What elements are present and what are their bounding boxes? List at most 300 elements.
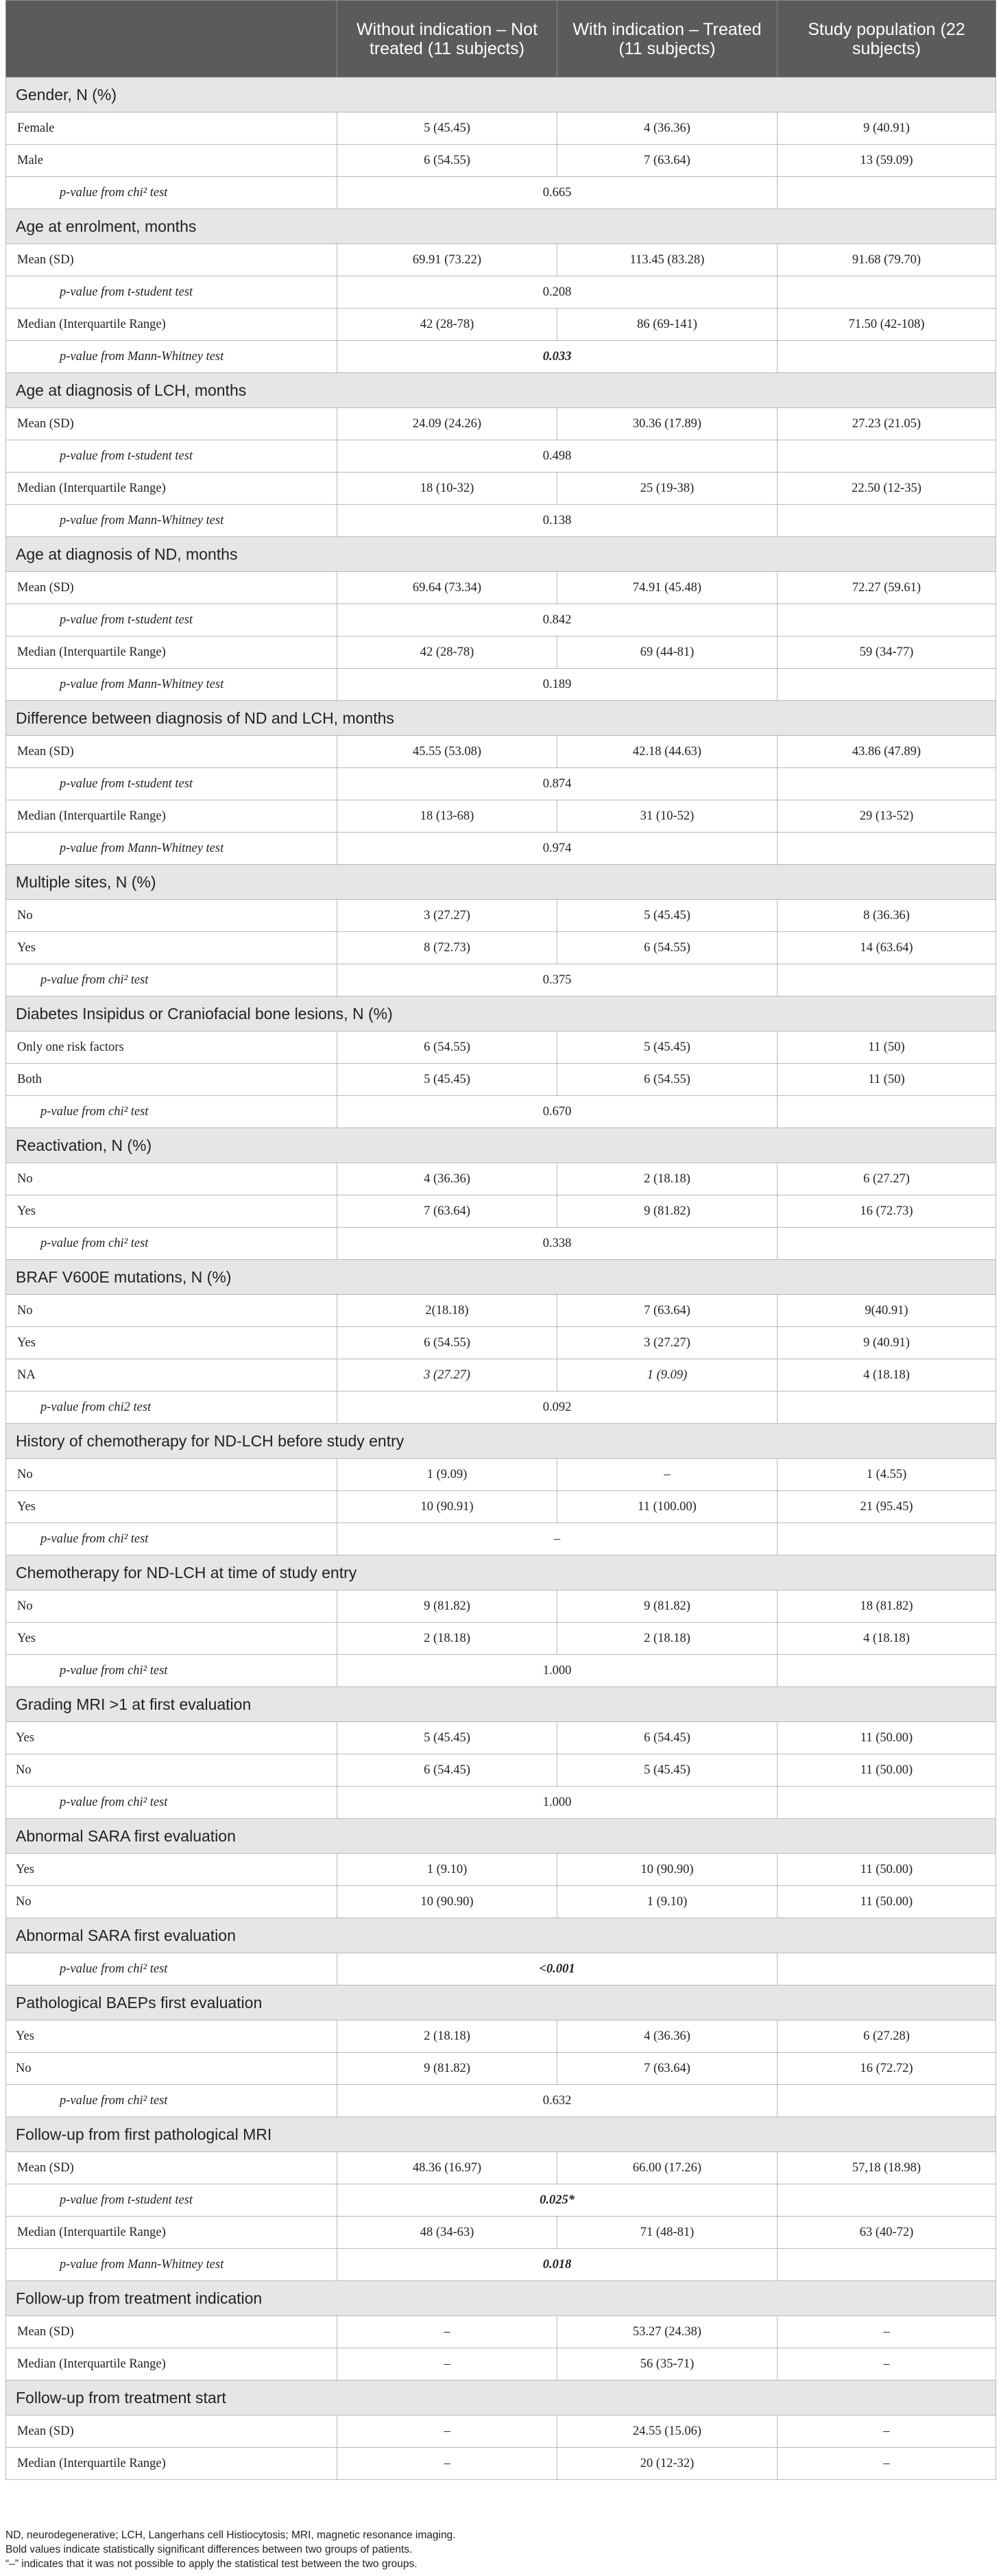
value-cell: 6 (54.55): [337, 1031, 557, 1064]
table-row: [6, 1327, 996, 1359]
value-cell: 1 (9.09): [557, 1359, 777, 1392]
value-cell: 71.50 (42-108): [777, 309, 996, 341]
section-title: Follow-up from treatment start: [6, 2381, 996, 2416]
value-cell: 7 (63.64): [557, 145, 777, 177]
characteristics-table: [5, 0, 996, 2480]
value-cell: 45.55 (53.08): [337, 736, 557, 768]
section-title: Multiple sites, N (%): [6, 865, 996, 900]
section-header-row: [6, 1985, 996, 2020]
section-header-row: [6, 865, 996, 900]
value-cell: –: [337, 2448, 557, 2480]
value-cell: 42 (28-78): [337, 309, 557, 341]
value-cell: 5 (45.45): [557, 900, 777, 932]
value-cell: 10 (90.91): [337, 1491, 557, 1523]
empty-cell: [777, 177, 996, 209]
p-value: 1.000: [337, 1655, 777, 1687]
section-title: Grading MRI >1 at first evaluation: [6, 1687, 996, 1722]
value-cell: 6 (54.55): [337, 145, 557, 177]
section-title: Follow-up from treatment indication: [6, 2281, 996, 2316]
value-cell: 48.36 (16.97): [337, 2152, 557, 2184]
p-value: 0.375: [337, 964, 777, 997]
table-row: [6, 2348, 996, 2381]
section-title: Reactivation, N (%): [6, 1128, 996, 1163]
value-cell: 22.50 (12-35): [777, 473, 996, 505]
value-cell: –: [777, 2448, 996, 2480]
value-cell: 113.45 (83.28): [557, 244, 777, 276]
value-cell: 6 (54.45): [557, 1722, 777, 1754]
section-title: Age at diagnosis of ND, months: [6, 537, 996, 572]
footnote-bold-values: Bold values indicate statistically significant differences between two groups of patients.: [5, 2544, 413, 2555]
row-label: Yes: [6, 1854, 337, 1886]
empty-cell: [777, 964, 996, 997]
value-cell: 4 (18.18): [777, 1359, 996, 1392]
section-title: Chemotherapy for ND-LCH at time of study entry: [6, 1555, 996, 1590]
value-cell: 10 (90.90): [337, 1886, 557, 1918]
table-row: [6, 408, 996, 440]
table-row: [6, 736, 996, 768]
p-value-row: [6, 2249, 996, 2281]
value-cell: 42 (28-78): [337, 636, 557, 669]
value-cell: 18 (13-68): [337, 800, 557, 833]
row-label: Mean (SD): [6, 244, 337, 276]
row-label: No: [6, 1590, 337, 1623]
p-value-row: [6, 669, 996, 701]
p-value-label: p-value from chi² test: [6, 1655, 337, 1687]
table-row: [6, 1722, 996, 1754]
p-value-label: p-value from chi² test: [6, 1953, 337, 1985]
p-value: 0.974: [337, 833, 777, 865]
table-row: [6, 1754, 996, 1787]
value-cell: 30.36 (17.89): [557, 408, 777, 440]
table-row: [6, 112, 996, 145]
row-label: Median (Interquartile Range): [6, 800, 337, 833]
section-header-row: [6, 2117, 996, 2152]
value-cell: 74.91 (45.48): [557, 572, 777, 604]
row-label: No: [6, 2053, 337, 2085]
value-cell: 11 (50): [777, 1064, 996, 1096]
section-title: Pathological BAEPs first evaluation: [6, 1985, 996, 2020]
value-cell: –: [557, 1459, 777, 1491]
row-label: Mean (SD): [6, 408, 337, 440]
value-cell: 1 (9.09): [337, 1459, 557, 1491]
section-header-row: [6, 701, 996, 736]
p-value: 0.025*: [337, 2184, 777, 2217]
section-header-row: [6, 1260, 996, 1295]
table-row: [6, 244, 996, 276]
empty-cell: [777, 604, 996, 636]
empty-cell: [777, 1787, 996, 1819]
section-header-row: [6, 1819, 996, 1854]
value-cell: 2 (18.18): [337, 1623, 557, 1655]
p-value-row: [6, 1953, 996, 1985]
value-cell: 7 (63.64): [557, 1295, 777, 1327]
table-row: [6, 2416, 996, 2448]
value-cell: 3 (27.27): [337, 1359, 557, 1392]
header-cell-study-population: Study population (22 subjects): [777, 1, 996, 77]
section-header-row: [6, 209, 996, 244]
row-label: Mean (SD): [6, 2416, 337, 2448]
value-cell: 6 (27.28): [777, 2020, 996, 2053]
header-cell-treated: With indication – Treated (11 subjects): [557, 1, 777, 77]
p-value: 0.842: [337, 604, 777, 636]
value-cell: 48 (34-63): [337, 2217, 557, 2249]
value-cell: 5 (45.45): [337, 1722, 557, 1754]
value-cell: 14 (63.64): [777, 932, 996, 964]
table-row: [6, 572, 996, 604]
value-cell: 4 (18.18): [777, 1623, 996, 1655]
p-value-row: [6, 2085, 996, 2117]
row-label: Mean (SD): [6, 2152, 337, 2184]
p-value-row: [6, 1787, 996, 1819]
row-label: No: [6, 900, 337, 932]
value-cell: 9 (40.91): [777, 112, 996, 145]
section-header-row: [6, 1687, 996, 1722]
p-value: 0.208: [337, 276, 777, 309]
p-value: 0.189: [337, 669, 777, 701]
value-cell: 66.00 (17.26): [557, 2152, 777, 2184]
row-label: NA: [6, 1359, 337, 1392]
row-label: Mean (SD): [6, 2316, 337, 2348]
value-cell: 7 (63.64): [557, 2053, 777, 2085]
value-cell: 16 (72.72): [777, 2053, 996, 2085]
section-header-row: [6, 2281, 996, 2316]
table-row: [6, 636, 996, 669]
table-row: [6, 1163, 996, 1195]
p-value-label: p-value from chi² test: [6, 1787, 337, 1819]
value-cell: 9 (81.82): [557, 1195, 777, 1228]
value-cell: 18 (81.82): [777, 1590, 996, 1623]
value-cell: 3 (27.27): [337, 900, 557, 932]
value-cell: 1 (9.10): [557, 1886, 777, 1918]
empty-cell: [777, 276, 996, 309]
empty-cell: [777, 1228, 996, 1260]
value-cell: 4 (36.36): [337, 1163, 557, 1195]
p-value-row: [6, 604, 996, 636]
section-header-row: [6, 997, 996, 1031]
table-row: [6, 932, 996, 964]
header-cell-not-treated: Without indication – Not treated (11 subjects): [337, 1, 557, 77]
empty-cell: [777, 1096, 996, 1128]
p-value: 0.018: [337, 2249, 777, 2281]
value-cell: 11 (100.00): [557, 1491, 777, 1523]
p-value: 0.092: [337, 1392, 777, 1424]
value-cell: 59 (34-77): [777, 636, 996, 669]
value-cell: 71 (48-81): [557, 2217, 777, 2249]
p-value-row: [6, 440, 996, 473]
value-cell: 20 (12-32): [557, 2448, 777, 2480]
value-cell: 2(18.18): [337, 1295, 557, 1327]
value-cell: 7 (63.64): [337, 1195, 557, 1228]
value-cell: –: [777, 2316, 996, 2348]
row-label: Median (Interquartile Range): [6, 2448, 337, 2480]
table-row: [6, 1491, 996, 1523]
section-header-row: [6, 1424, 996, 1459]
p-value-label: p-value from chi2 test: [6, 1392, 337, 1424]
row-label: Mean (SD): [6, 736, 337, 768]
row-label: Mean (SD): [6, 572, 337, 604]
p-value-row: [6, 276, 996, 309]
value-cell: 25 (19-38): [557, 473, 777, 505]
empty-cell: [777, 1392, 996, 1424]
footnote-abbreviations: ND, neurodegenerative; LCH, Langerhans cell Histiocytosis; MRI, magnetic resonance imaging.: [5, 2529, 456, 2541]
value-cell: 57,18 (18.98): [777, 2152, 996, 2184]
row-label: Yes: [6, 1623, 337, 1655]
value-cell: 6 (54.55): [557, 1064, 777, 1096]
value-cell: 11 (50.00): [777, 1754, 996, 1787]
row-label: Yes: [6, 2020, 337, 2053]
value-cell: 5 (45.45): [337, 112, 557, 145]
p-value-label: p-value from t-student test: [6, 440, 337, 473]
value-cell: 9 (40.91): [777, 1327, 996, 1359]
p-value-row: [6, 505, 996, 537]
value-cell: 8 (72.73): [337, 932, 557, 964]
p-value: 0.632: [337, 2085, 777, 2117]
value-cell: 56 (35-71): [557, 2348, 777, 2381]
table-row: [6, 800, 996, 833]
empty-cell: [777, 1953, 996, 1985]
p-value: 0.670: [337, 1096, 777, 1128]
value-cell: 9 (81.82): [557, 1590, 777, 1623]
table-row: [6, 2448, 996, 2480]
p-value-label: p-value from t-student test: [6, 2184, 337, 2217]
p-value-row: [6, 341, 996, 373]
table-row: [6, 1359, 996, 1392]
section-title: History of chemotherapy for ND-LCH before study entry: [6, 1424, 996, 1459]
value-cell: –: [337, 2416, 557, 2448]
row-label: Yes: [6, 1491, 337, 1523]
value-cell: 42.18 (44.63): [557, 736, 777, 768]
section-title: Age at enrolment, months: [6, 209, 996, 244]
table-footnotes: [5, 2528, 993, 2571]
p-value-label: p-value from Mann-Whitney test: [6, 833, 337, 865]
table-header-row: [6, 1, 996, 77]
table-row: [6, 473, 996, 505]
empty-cell: [777, 505, 996, 537]
section-header-row: [6, 1555, 996, 1590]
p-value: 0.338: [337, 1228, 777, 1260]
table-row: [6, 2053, 996, 2085]
p-value-row: [6, 964, 996, 997]
empty-cell: [777, 1655, 996, 1687]
value-cell: 24.55 (15.06): [557, 2416, 777, 2448]
value-cell: 5 (45.45): [557, 1031, 777, 1064]
value-cell: 5 (45.45): [557, 1754, 777, 1787]
p-value-row: [6, 1096, 996, 1128]
empty-cell: [777, 2249, 996, 2281]
value-cell: 1 (9.10): [337, 1854, 557, 1886]
value-cell: 91.68 (79.70): [777, 244, 996, 276]
empty-cell: [777, 440, 996, 473]
value-cell: 21 (95.45): [777, 1491, 996, 1523]
value-cell: 43.86 (47.89): [777, 736, 996, 768]
section-title: Age at diagnosis of LCH, months: [6, 373, 996, 408]
value-cell: 6 (54.55): [557, 932, 777, 964]
value-cell: 1 (4.55): [777, 1459, 996, 1491]
row-label: Yes: [6, 932, 337, 964]
table-row: [6, 1854, 996, 1886]
row-label: Female: [6, 112, 337, 145]
value-cell: 18 (10-32): [337, 473, 557, 505]
p-value-label: p-value from Mann-Whitney test: [6, 341, 337, 373]
table-row: [6, 1459, 996, 1491]
value-cell: –: [777, 2348, 996, 2381]
p-value-row: [6, 768, 996, 800]
p-value: <0.001: [337, 1953, 777, 1985]
section-header-row: [6, 373, 996, 408]
row-label: Median (Interquartile Range): [6, 636, 337, 669]
value-cell: 8 (36.36): [777, 900, 996, 932]
value-cell: 2 (18.18): [337, 2020, 557, 2053]
table-row: [6, 1195, 996, 1228]
value-cell: 10 (90.90): [557, 1854, 777, 1886]
table-row: [6, 145, 996, 177]
row-label: No: [6, 1163, 337, 1195]
row-label: Yes: [6, 1722, 337, 1754]
value-cell: 3 (27.27): [557, 1327, 777, 1359]
section-header-row: [6, 2381, 996, 2416]
value-cell: 27.23 (21.05): [777, 408, 996, 440]
table-row: [6, 1623, 996, 1655]
row-label: No: [6, 1886, 337, 1918]
p-value-row: [6, 1655, 996, 1687]
empty-cell: [777, 833, 996, 865]
value-cell: 69 (44-81): [557, 636, 777, 669]
p-value-row: [6, 2184, 996, 2217]
row-label: No: [6, 1295, 337, 1327]
value-cell: 5 (45.45): [337, 1064, 557, 1096]
value-cell: 9 (81.82): [337, 2053, 557, 2085]
value-cell: 6 (54.55): [337, 1327, 557, 1359]
section-title: Abnormal SARA first evaluation: [6, 1918, 996, 1953]
p-value-label: p-value from t-student test: [6, 276, 337, 309]
value-cell: 29 (13-52): [777, 800, 996, 833]
table-row: [6, 2217, 996, 2249]
section-header-row: [6, 1918, 996, 1953]
row-label: No: [6, 1459, 337, 1491]
value-cell: 6 (27.27): [777, 1163, 996, 1195]
row-label: Median (Interquartile Range): [6, 309, 337, 341]
p-value-row: [6, 1523, 996, 1555]
value-cell: 53.27 (24.38): [557, 2316, 777, 2348]
value-cell: 11 (50.00): [777, 1854, 996, 1886]
table-row: [6, 2152, 996, 2184]
value-cell: 16 (72.73): [777, 1195, 996, 1228]
section-title: Difference between diagnosis of ND and LCH, months: [6, 701, 996, 736]
section-title: BRAF V600E mutations, N (%): [6, 1260, 996, 1295]
p-value-row: [6, 177, 996, 209]
empty-cell: [777, 2184, 996, 2217]
section-title: Follow-up from first pathological MRI: [6, 2117, 996, 2152]
row-label: Only one risk factors: [6, 1031, 337, 1064]
section-header-row: [6, 537, 996, 572]
value-cell: 6 (54.45): [337, 1754, 557, 1787]
row-label: No: [6, 1754, 337, 1787]
p-value-label: p-value from t-student test: [6, 768, 337, 800]
section-header-row: [6, 77, 996, 112]
value-cell: 63 (40-72): [777, 2217, 996, 2249]
value-cell: 4 (36.36): [557, 112, 777, 145]
table-row: [6, 1590, 996, 1623]
row-label: Male: [6, 145, 337, 177]
p-value-label: p-value from chi² test: [6, 964, 337, 997]
p-value-label: p-value from chi² test: [6, 1228, 337, 1260]
value-cell: 11 (50.00): [777, 1722, 996, 1754]
p-value: 1.000: [337, 1787, 777, 1819]
value-cell: 31 (10-52): [557, 800, 777, 833]
p-value-row: [6, 1228, 996, 1260]
section-title: Abnormal SARA first evaluation: [6, 1819, 996, 1854]
empty-cell: [777, 768, 996, 800]
p-value: 0.874: [337, 768, 777, 800]
value-cell: 2 (18.18): [557, 1163, 777, 1195]
empty-cell: [777, 669, 996, 701]
section-header-row: [6, 1128, 996, 1163]
row-label: Median (Interquartile Range): [6, 2348, 337, 2381]
value-cell: 24.09 (24.26): [337, 408, 557, 440]
row-label: Both: [6, 1064, 337, 1096]
p-value-label: p-value from t-student test: [6, 604, 337, 636]
section-title: Gender, N (%): [6, 77, 996, 112]
p-value: 0.665: [337, 177, 777, 209]
table-row: [6, 1886, 996, 1918]
row-label: Median (Interquartile Range): [6, 2217, 337, 2249]
p-value-label: p-value from Mann-Whitney test: [6, 2249, 337, 2281]
p-value-label: p-value from chi² test: [6, 177, 337, 209]
value-cell: 11 (50.00): [777, 1886, 996, 1918]
row-label: Yes: [6, 1195, 337, 1228]
empty-cell: [777, 341, 996, 373]
p-value-label: p-value from chi² test: [6, 1523, 337, 1555]
value-cell: 9(40.91): [777, 1295, 996, 1327]
section-title: Diabetes Insipidus or Craniofacial bone lesions, N (%): [6, 997, 996, 1031]
table-row: [6, 1295, 996, 1327]
value-cell: 4 (36.36): [557, 2020, 777, 2053]
row-label: Yes: [6, 1327, 337, 1359]
p-value: 0.033: [337, 341, 777, 373]
p-value: 0.498: [337, 440, 777, 473]
p-value-label: p-value from Mann-Whitney test: [6, 505, 337, 537]
empty-cell: [777, 2085, 996, 2117]
value-cell: 9 (81.82): [337, 1590, 557, 1623]
p-value: 0.138: [337, 505, 777, 537]
value-cell: 69.64 (73.34): [337, 572, 557, 604]
p-value-label: p-value from chi² test: [6, 1096, 337, 1128]
footnote-dash: “–” indicates that it was not possible to apply the statistical test between the two groups.: [5, 2558, 418, 2570]
value-cell: 11 (50): [777, 1031, 996, 1064]
value-cell: 69.91 (73.22): [337, 244, 557, 276]
p-value-row: [6, 1392, 996, 1424]
table-row: [6, 1064, 996, 1096]
row-label: Median (Interquartile Range): [6, 473, 337, 505]
value-cell: –: [337, 2316, 557, 2348]
p-value-row: [6, 833, 996, 865]
value-cell: 13 (59.09): [777, 145, 996, 177]
empty-cell: [777, 1523, 996, 1555]
value-cell: 72.27 (59.61): [777, 572, 996, 604]
p-value-label: p-value from chi² test: [6, 2085, 337, 2117]
value-cell: 86 (69-141): [557, 309, 777, 341]
value-cell: 2 (18.18): [557, 1623, 777, 1655]
table-row: [6, 2316, 996, 2348]
table-row: [6, 900, 996, 932]
value-cell: –: [337, 2348, 557, 2381]
p-value: –: [337, 1523, 777, 1555]
table-row: [6, 1031, 996, 1064]
value-cell: –: [777, 2416, 996, 2448]
header-cell-empty: [6, 1, 337, 77]
table-row: [6, 2020, 996, 2053]
table-row: [6, 309, 996, 341]
